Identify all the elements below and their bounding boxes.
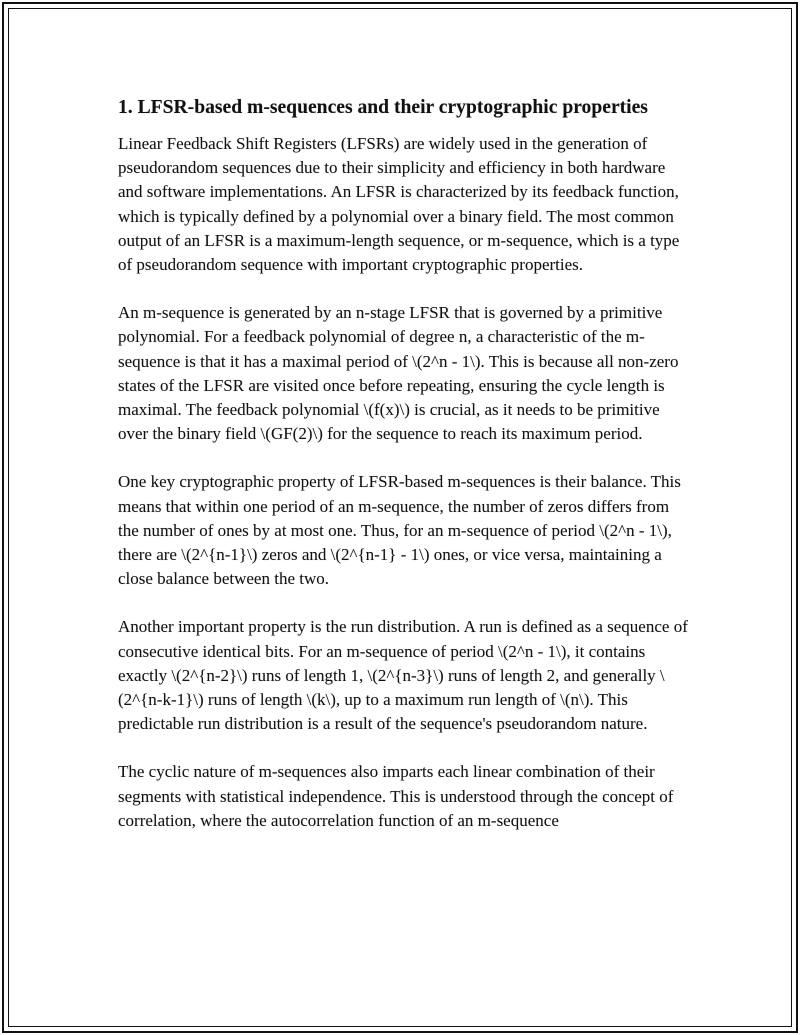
paragraph-lfsr-intro: Linear Feedback Shift Registers (LFSRs) are widely used in the generation of pseudorandom sequences due to their simplicity and efficiency in both hardware and software implementations. An LFSR is characterized by its feedback function, which is typically defined by a polynomial over a binary field. The most common output of an LFSR is a maximum-length sequence, or m-sequence, which is a type of pseudorandom sequence with important cryptographic properties. xyxy=(118,134,680,275)
paragraph-m-sequence-period: An m-sequence is generated by an n-stage LFSR that is governed by a primitive polynomial. For a feedback polynomial of degree n, a characteristic of the m-sequence is that it has a maximal period of \(2^n - 1\). This is because all non-zero states of the LFSR are visited once before repeating, ensuring the cycle length is maximal. The feedback polynomial \(f(x)\) is crucial, as it needs to be primitive over the binary field \(GF(2)\) for the sequence to reach its maximum period. xyxy=(118,303,679,444)
document-body xyxy=(118,94,692,857)
paragraph-correlation: The cyclic nature of m-sequences also imparts each linear combination of their segments with statistical independence. This is understood through the concept of correlation, where the autocorrelation function of an m-sequence xyxy=(118,762,674,830)
paragraph-run-distribution: Another important property is the run distribution. A run is defined as a sequence of consecutive identical bits. For an m-sequence of period \(2^n - 1\), it contains exactly \(2^{n-2}\) runs of length 1, \(2^{n-3}\) runs of length 2, and generally \(2^{n-k-1}\) runs of length \(k\), up to a maximum run length of \(n\). This predictable run distribution is a result of the sequence's pseudorandom nature. xyxy=(118,617,688,734)
section-heading: 1. LFSR-based m-sequences and their cryptographic properties xyxy=(118,97,648,118)
paragraph-balance-property: One key cryptographic property of LFSR-based m-sequences is their balance. This means that within one period of an m-sequence, the number of zeros differs from the number of ones by at most one. Thus, for an m-sequence of period \(2^n - 1\), there are \(2^{n-1}\) zeros and \(2^{n-1} - 1\) ones, or vice versa, maintaining a close balance between the two. xyxy=(118,472,681,589)
